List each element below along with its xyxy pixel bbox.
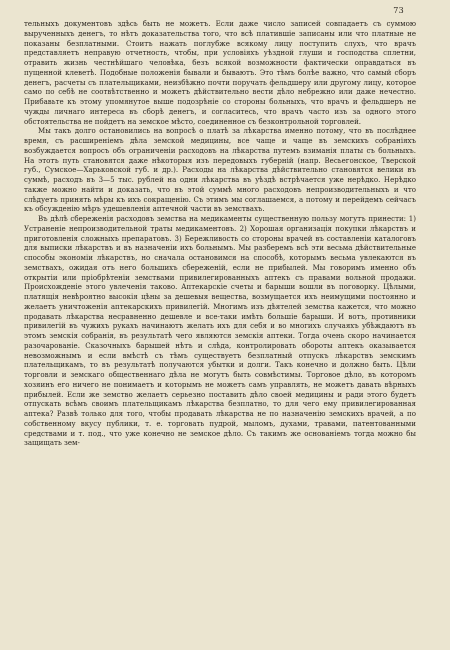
paragraph-pharmacy-savings: Въ дѣлѣ сбереженія расходовъ земства на медикаменты существенную пользу могутъ принести: 1) Устраненіе непроизводительной траты медикаментовъ. 2) Хорошая организація покупки лѣкарствъ и приготовленія сложныхъ препаратовъ. 3) Бережливость со стороны врачей въ составленіи каталоговъ для выписки лѣкарствъ и въ назначеніи ихъ больнымъ. Мы разберемъ всѣ эти весьма дѣйствительные способы экономіи лѣкарствъ, но сначала остановимся на способѣ, которымъ весьма увлекаются въ земствахъ, ожидая отъ него большихъ сбереженій, если не прибылей. Мы говоримъ именно объ открытіи или пріобрѣтеніи земствами привилегированныхъ аптекъ съ правами вольной продажи. Происхожденіе этого увлеченія таково. Аптекарскіе счеты и барыши вошли въ поговорку. Цѣлыми, платящія невѣроятно высокія цѣны за дешевыя вещества, возмущается ихъ неимущими постоянно и желаетъ уничтоженія аптекарскихъ привилегій. Многимъ изъ дѣятелей земства кажется, что можно продавать лѣкарства несравненно дешевле и все-таки имѣть большіе барыши. И вотъ, противники привилегій въ чужихъ рукахъ начинаютъ желать ихъ для себя и во многихъ случаяхъ убѣждаютъ въ этомъ земскія собранія, въ результатѣ чего являются земскія аптеки. Тогда очень скоро начинается разочарованіе. Сказочныхъ барышей нѣтъ и слѣда, контролировать обороты аптекъ оказывается невозможнымъ и если вмѣстѣ съ тѣмъ существуетъ безплатный отпускъ лѣкарствъ земскимъ плательщикамъ, то въ результатѣ получаются убытки и долги. Такъ конечно и должно быть. Цѣли торговли и земскаго общественнаго дѣла не могутъ быть совмѣстимы. Торговое дѣло, въ которомъ хозяинъ его ничего не понимаетъ и которымъ не можетъ самъ управлять, не можетъ давать вѣрныхъ прибылей. Если же земство желаетъ серьезно поставить дѣло своей медицины и ради этого будетъ отпускать всѣмъ своимъ плательщикамъ лѣкарства безплатно, то для чего ему привилегированная аптека? Развѣ только для того, чтобы продавать лѣкарства не по назначенію земскихъ врачей, а по собственному вкусу публики, т. е. торговать пудрой, мыломъ, духами, травами, патентованными средствами и т. под., что уже конечно не земское дѣло. Съ такимъ же основаніемъ тогда можно бы защищать зем- [24,214,416,448]
body-text [24,19,416,448]
paragraph-medicine-payment: Мы такъ долго остановились на вопросѣ о платѣ за лѣкарства именно потому, что въ послѣднее время, съ расширеніемъ дѣла земской медицины, все чаще и чаще въ земскихъ собраніяхъ возбуждается вопросъ объ ограниченіи расходовъ на лѣкарства путемъ взиманія платы съ больныхъ. На этотъ путь становятся даже нѣкоторыя изъ передовыхъ губерній (напр. Весьегонское, Тверской губ., Сумское—Харьковской губ. и др.). Расходы на лѣкарства дѣйствительно становятся велики въ суммѣ, расходъ въ 3—5 тыс. рублей на одни лѣкарства въ уѣздѣ встрѣчается уже нерѣдко. Нерѣдко также можно найти и доказать, что въ этой суммѣ много расходовъ непроизводительныхъ и что слѣдуетъ принять мѣры къ ихъ сокращенію. Съ этимъ мы соглашаемся, а потому и перейдемъ сейчасъ къ обсужденію мѣръ удешевленія аптечной части въ земствахъ. [24,126,416,214]
paragraph-continuation: тельныхъ документовъ здѣсь быть не можетъ. Если даже число записей совпадаетъ съ суммою вырученныхъ денегъ, то нѣтъ доказательства того, что всѣ платившіе записаны или что платные не показаны безплатными. Стоитъ нажать поглубже всякому лицу поступить слухъ, что врачъ представляетъ неправую отчетность, чтобы, при условіяхъ уѣздной глуши и господства сплетни, отравить жизнь честнѣйшаго человѣка, безъ всякой возможности фактически оправдаться въ пущенной клеветѣ. Подобные положенія бывали и бываютъ. Это тѣмъ болѣе важно, что самый сборъ денегъ, расчеты съ плательщиками, неизбѣжно почти поручать фельдшеру или другому лицу, которое само по себѣ не соотвѣтственно и можетъ дѣйствительно вести дѣло небрежно или даже нечестно. Прибавьте къ этому упомянутое выше подозрѣніе со стороны больныхъ, что врачъ и фельдшеръ не чужды личнаго интереса въ сборѣ денегъ, и согласитесь, что врачъ часто изъ за одного этого обстоятельства не пойдетъ на земское мѣсто, соединенное съ безконтрольной торговлей. [24,19,416,126]
page-number: 73 [393,6,404,15]
